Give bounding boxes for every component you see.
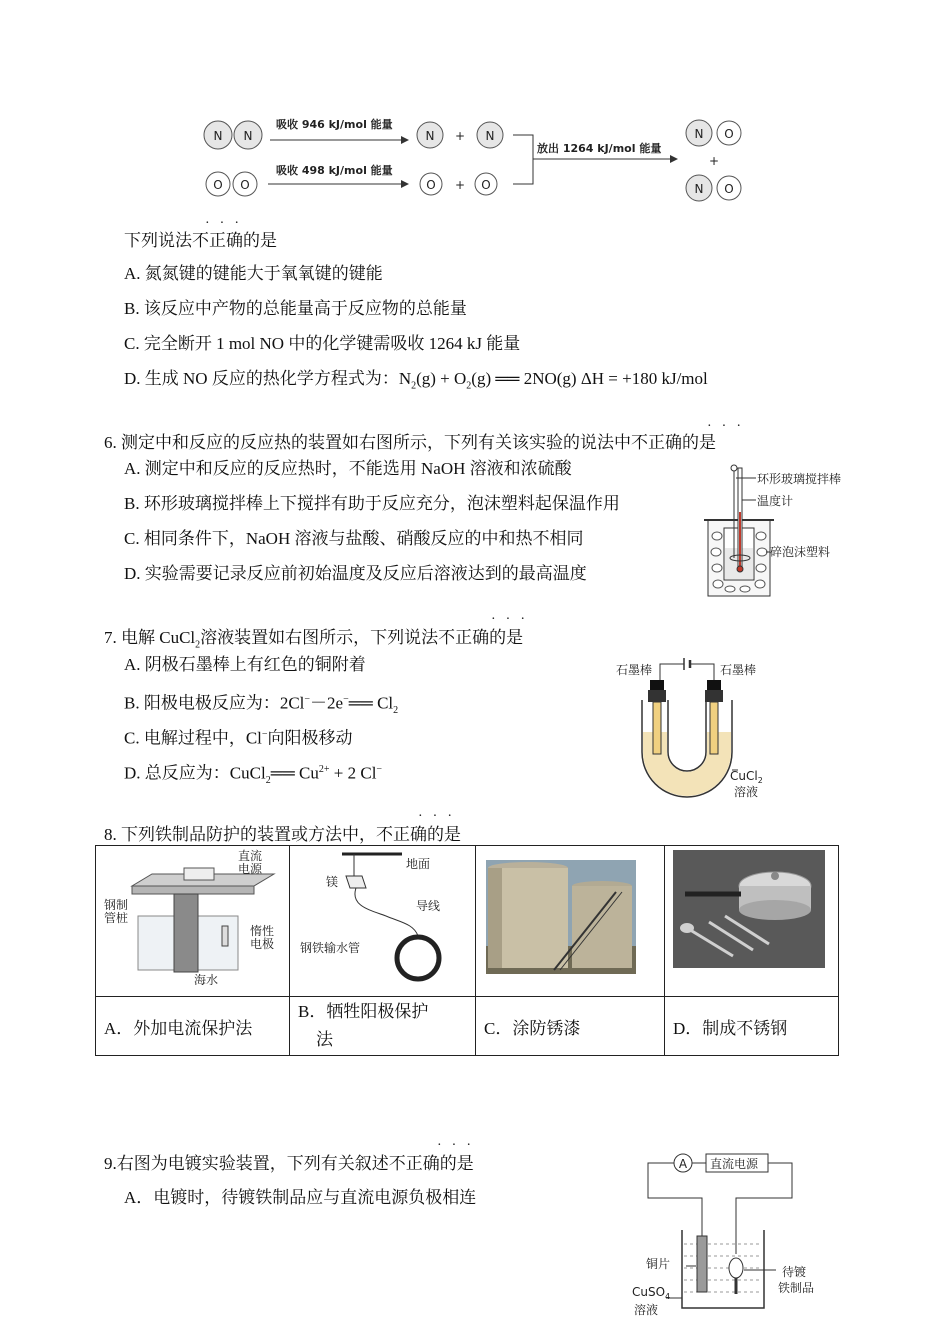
absorb-o2-label: 吸收 498 kJ/mol 能量: [276, 164, 393, 177]
solution-label: CuCl$_2$: [730, 769, 763, 785]
q5-option-d: D. 生成 NO 反应的热化学方程式为：$N_2(g) + O_2(g)$ ══ 2NO(g) ΔH = +180 kJ/mol: [124, 369, 708, 392]
stirrer-label: 环形玻璃搅拌棒: [757, 472, 842, 486]
copper-label: 铜片: [646, 1257, 671, 1271]
inert-electrode-label: 惰性: [250, 924, 275, 938]
q6-option-a: A. 测定中和反应的反应热时，不能选用 NaOH 溶液和浓硫酸: [124, 459, 572, 478]
q8-figure-c: [476, 846, 665, 997]
pipe-label: 钢铁输水管: [300, 941, 361, 955]
q5-option-c: C. 完全断开 1 mol NO 中的化学键需吸收 1264 kJ 能量: [124, 334, 521, 353]
inert-electrode-label: 电极: [250, 937, 275, 951]
release-label: 放出 1264 kJ/mol 能量: [537, 142, 662, 155]
sea-label: 海水: [194, 973, 219, 987]
solution-label: 溶液: [634, 1303, 659, 1317]
q8-caption-c: C．涂防锈漆: [476, 997, 665, 1056]
graphite-right-label: 石墨棒: [720, 663, 757, 677]
emphasis-dots: ···: [205, 216, 249, 231]
sacrificial-anode-figure: [290, 846, 475, 991]
atom-n: N: [694, 127, 704, 141]
solution-label: 溶液: [734, 785, 759, 799]
pile-label: 钢制: [104, 898, 129, 912]
plus-sign: +: [708, 154, 720, 168]
calorimeter-figure: [700, 462, 860, 602]
q8-caption-b: [290, 997, 476, 1056]
electrolysis-figure: [612, 652, 802, 802]
painted-tanks-photo: [476, 846, 664, 991]
power-label: 直流: [238, 849, 263, 863]
foam-label: 碎泡沫塑料: [770, 545, 831, 559]
emphasis-dots: ···: [491, 612, 535, 627]
impressed-current-figure: [96, 846, 289, 991]
plus-sign: +: [454, 129, 466, 143]
emphasis-dots: ···: [437, 1138, 481, 1153]
q7-option-a: A. 阴极石墨棒上有红色的铜附着: [124, 655, 366, 674]
q7-option-d: D. 总反应为：CuCl$_2$══ $Cu^{2+} + 2$ Cl−: [124, 763, 383, 787]
item-label: 待镀: [782, 1265, 807, 1279]
absorb-n2-label: 吸收 946 kJ/mol 能量: [276, 118, 393, 131]
emphasis-dots: ···: [418, 809, 462, 824]
q7-option-c: C. 电解过程中，Cl−向阳极移动: [124, 728, 353, 748]
atom-n: N: [425, 129, 435, 143]
ammeter-label: A: [678, 1157, 688, 1171]
thermometer-label: 温度计: [757, 494, 794, 508]
q6-option-b: B. 环形玻璃搅拌棒上下搅拌有助于反应充分，泡沫塑料起保温作用: [124, 494, 620, 513]
atom-o: O: [724, 182, 734, 196]
q8-caption-b-line1: B．牺牲阳极保护: [298, 1002, 429, 1021]
q7-option-b: B. 阳极电极反应为：2Cl−－2e−══ $Cl_2$: [124, 693, 399, 717]
q8-caption-b-line2: 法: [316, 1030, 333, 1049]
pile-label: 管桩: [104, 911, 129, 925]
q7-stem: 7. 电解 CuCl$_2$溶液装置如右图所示，下列说法不正确的是: [104, 628, 524, 651]
q8-figure-d: [665, 846, 839, 997]
atom-o: O: [426, 178, 436, 192]
wire-label: 导线: [416, 899, 441, 913]
q6-stem: 6. 测定中和反应的反应热的装置如右图所示，下列有关该实验的说法中不正确的是: [104, 433, 716, 452]
atom-o: O: [481, 178, 491, 192]
atom-o: O: [724, 127, 734, 141]
power-label: 直流电源: [710, 1157, 759, 1171]
atom-n: N: [243, 129, 253, 143]
q9-stem: 9.右图为电镀实验装置，下列有关叙述不正确的是: [104, 1154, 474, 1173]
mg-label: 镁: [326, 875, 339, 889]
q8-table: [95, 845, 839, 1056]
graphite-left-label: 石墨棒: [616, 663, 653, 677]
stainless-steel-photo: [665, 846, 835, 991]
q9-option-a: A．电镀时，待镀铁制品应与直流电源负极相连: [124, 1188, 477, 1207]
q8-figure-b: [290, 846, 476, 997]
q5-option-a: A. 氮氮键的键能大于氧氧键的键能: [124, 264, 383, 283]
atom-n: N: [694, 182, 704, 196]
q8-caption-d: D．制成不锈钢: [665, 997, 839, 1056]
power-label: 电源: [238, 862, 263, 876]
q6-option-c: C. 相同条件下，NaOH 溶液与盐酸、硝酸反应的中和热不相同: [124, 529, 584, 548]
atom-o: O: [240, 178, 250, 192]
emphasis-dots: ···: [707, 419, 751, 434]
q8-figure-a: [96, 846, 290, 997]
q8-stem: 8. 下列铁制品防护的装置或方法中，不正确的是: [104, 825, 461, 844]
electroplating-figure: [626, 1150, 836, 1330]
solution-label: CuSO$_4$: [632, 1285, 671, 1301]
atom-o: O: [213, 178, 223, 192]
atom-n: N: [485, 129, 495, 143]
q5-option-b: B. 该反应中产物的总能量高于反应物的总能量: [124, 299, 467, 318]
plus-sign: +: [454, 178, 466, 192]
item-label: 铁制品: [778, 1281, 815, 1295]
q5-stem: 下列说法不正确的是: [124, 231, 277, 250]
atom-n: N: [213, 129, 223, 143]
bond-energy-diagram: [190, 108, 760, 208]
q8-caption-a: A．外加电流保护法: [96, 997, 290, 1056]
q6-option-d: D. 实验需要记录反应前初始温度及反应后溶液达到的最高温度: [124, 564, 587, 583]
ground-label: 地面: [406, 857, 431, 871]
